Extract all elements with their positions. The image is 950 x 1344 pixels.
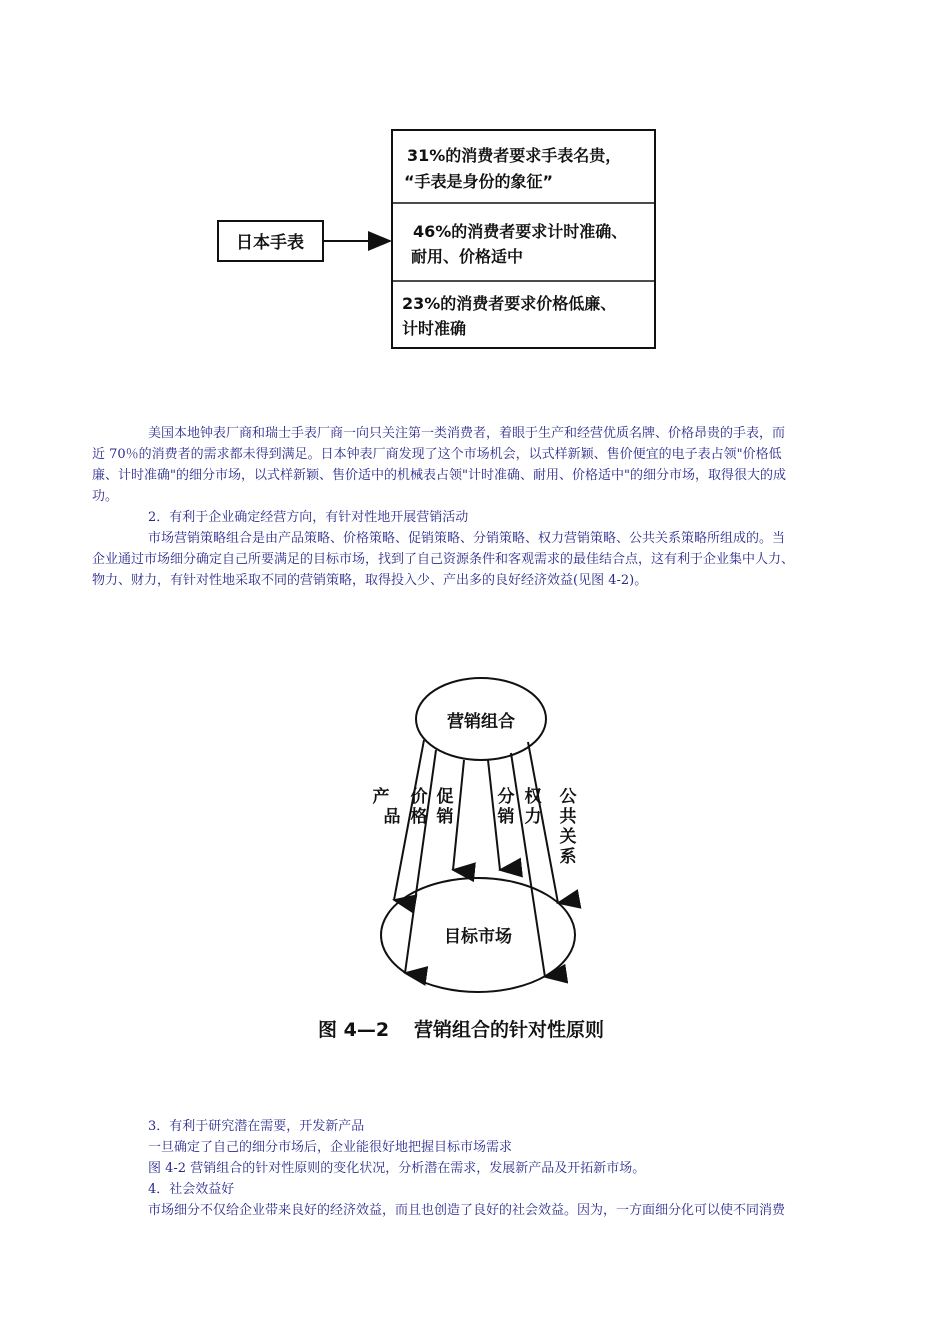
svg-text:产: 产: [372, 787, 390, 807]
svg-text:关: 关: [559, 827, 577, 847]
svg-text:权: 权: [524, 787, 542, 807]
label-public-relations: [560, 787, 577, 867]
segment-2-line-1: 46%的消费者要求计时准确、: [413, 222, 628, 241]
svg-text:品: 品: [383, 807, 401, 827]
svg-text:分: 分: [497, 787, 515, 807]
paragraph-3-line: 图 4-2 营销组合的针对性原则的变化状况，分析潜在需求，发展新产品及开拓新市场。: [148, 1161, 646, 1176]
svg-text:价: 价: [410, 787, 428, 807]
target-market-label: 目标市场: [444, 927, 512, 947]
svg-text:促: 促: [436, 787, 454, 807]
section-heading-2: 2．有利于企业确定经营方向，有针对性地开展营销活动: [148, 510, 469, 525]
svg-text:销: 销: [497, 807, 515, 827]
price-arrow: [405, 750, 436, 973]
label-promotion: [437, 786, 454, 827]
segment-1-line-1: 31%的消费者要求手表名贵，: [407, 146, 622, 165]
paragraph-2-line: 物力、财力，有针对性地采取不同的营销策略，取得投入少、产出多的良好经济效益(见图 4-2)。: [92, 573, 648, 588]
svg-text:公: 公: [559, 787, 577, 807]
label-price: [411, 786, 428, 827]
paragraph-1-line: 廉、计时准确"的细分市场，以式样新颖、售价适中的机械表占领"计时准确、耐用、价格适中"的细分市场，取得很大的成: [92, 468, 786, 483]
paragraph-1-line: 近 70％的消费者的需求都未得到满足。日本钟表厂商发现了这个市场机会，以式样新颖、售价便宜的电子表占领"价格低: [92, 447, 782, 462]
label-distribution: [498, 786, 515, 827]
text-block-2: [148, 1116, 860, 1221]
segment-1-line-2: “手表是身份的象征”: [404, 172, 554, 191]
japan-watch-label: 日本手表: [236, 233, 304, 253]
svg-text:格: 格: [410, 807, 428, 827]
svg-text:销: 销: [436, 807, 454, 827]
paragraph-1-line: 功。: [92, 489, 119, 504]
paragraph-4-line: 市场细分不仅给企业带来良好的经济效益，而且也创造了良好的社会效益。因为，一方面细分化可以使不同消费: [148, 1203, 786, 1218]
label-power: [525, 786, 543, 827]
section-heading-4: 4．社会效益好: [148, 1182, 235, 1197]
marketing-mix-label: 营销组合: [447, 712, 515, 732]
figure-caption-title: 营销组合的针对性原则: [414, 1019, 605, 1041]
paragraph-3-line: 一旦确定了自己的细分市场后，企业能很好地把握目标市场需求: [148, 1140, 513, 1155]
paragraph-1-line: 美国本地钟表厂商和瑞士手表厂商一向只关注第一类消费者，着眼于生产和经营优质名牌、价格昂贵的手表，而: [148, 426, 786, 441]
svg-text:力: 力: [524, 807, 542, 827]
figure-caption-number: 图 4—2: [318, 1019, 390, 1041]
segment-3-line-2: 计时准确: [402, 319, 467, 338]
segment-3-line-1: 23%的消费者要求价格低廉、: [402, 294, 617, 313]
section-heading-3: 3．有利于研究潜在需要，开发新产品: [148, 1119, 365, 1134]
paragraph-2-line: 企业通过市场细分确定自己所要满足的目标市场，找到了自己资源条件和客观需求的最佳结合点，这有利于企业集中人力、: [92, 552, 795, 567]
segment-2-line-2: 耐用、价格适中: [411, 247, 524, 266]
svg-text:系: 系: [559, 847, 577, 867]
label-product: [373, 786, 401, 827]
svg-text:共: 共: [559, 807, 577, 827]
paragraph-2-line: 市场营销策略组合是由产品策略、价格策略、促销策略、分销策略、权力营销策略、公共关系策略所组成的。当: [148, 531, 786, 546]
promotion-arrow: [453, 760, 464, 870]
